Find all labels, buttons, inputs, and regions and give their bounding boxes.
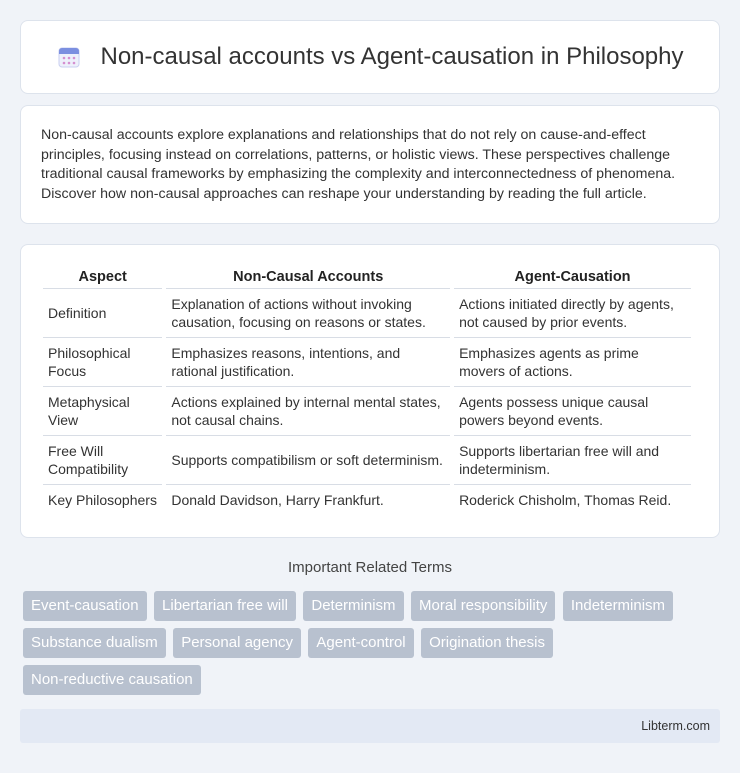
header-non-causal: Non-Causal Accounts: [166, 265, 450, 289]
intro-text: Non-causal accounts explore explanations and relationships that do not rely on cause-and-effect principles, focusing instead on correlations, patterns, or holistic views. These perspectives challenge traditional causal frameworks by emphasizing the complexity and interconnectedness of phenomena. Discover how non-causal approaches can reshape your understanding by reading the full article.: [41, 127, 676, 202]
footer: [20, 709, 720, 743]
tag-non-reductive-causation[interactable]: Non-reductive causation: [23, 665, 201, 695]
tag-substance-dualism[interactable]: Substance dualism: [23, 628, 166, 658]
row-non-causal: Emphasizes reasons, intentions, and rational justification.: [166, 338, 450, 387]
table-row: [43, 387, 691, 436]
tag-personal-agency[interactable]: Personal agency: [173, 628, 301, 658]
tag-libertarian-free-will[interactable]: Libertarian free will: [154, 591, 296, 621]
comparison-table: [39, 265, 695, 515]
tag-agent-control[interactable]: Agent-control: [308, 628, 413, 658]
row-agent-causation: Supports libertarian free will and indeterminism.: [454, 436, 691, 485]
tag-origination-thesis[interactable]: Origination thesis: [421, 628, 553, 658]
tag-determinism[interactable]: Determinism: [303, 591, 403, 621]
table-header-row: [43, 265, 691, 289]
row-non-causal: Actions explained by internal mental states, not causal chains.: [166, 387, 450, 436]
header-agent-causation: Agent-Causation: [454, 265, 691, 289]
tag-indeterminism[interactable]: Indeterminism: [563, 591, 673, 621]
header-aspect: Aspect: [43, 265, 162, 289]
row-agent-causation: Roderick Chisholm, Thomas Reid.: [459, 492, 672, 508]
table-row: [43, 436, 691, 485]
footer-site-link[interactable]: Libterm.com: [641, 719, 710, 733]
row-aspect: Definition: [43, 289, 162, 338]
table-row: [43, 289, 691, 338]
row-aspect: Metaphysical View: [43, 387, 162, 436]
related-terms-title: Important Related Terms: [288, 559, 452, 576]
row-non-causal: Explanation of actions without invoking causation, focusing on reasons or states.: [166, 289, 450, 338]
calendar-icon: [56, 44, 82, 70]
row-agent-causation: Agents possess unique causal powers beyond events.: [454, 387, 691, 436]
related-terms-tags: [23, 591, 723, 702]
row-non-causal: Donald Davidson, Harry Frankfurt.: [171, 492, 384, 508]
tag-event-causation[interactable]: Event-causation: [23, 591, 147, 621]
row-aspect: Philosophical Focus: [43, 338, 162, 387]
row-aspect: Free Will Compatibility: [43, 436, 162, 485]
title-wrap: [56, 43, 683, 71]
intro-card: [20, 105, 720, 224]
table-row: [43, 485, 691, 515]
tag-moral-responsibility[interactable]: Moral responsibility: [411, 591, 555, 621]
row-non-causal: Supports compatibilism or soft determinism.: [166, 436, 450, 485]
header-card: [20, 20, 720, 94]
row-agent-causation: Emphasizes agents as prime movers of actions.: [454, 338, 691, 387]
row-aspect: Key Philosophers: [48, 492, 157, 508]
comparison-table-card: [20, 244, 720, 538]
page-title: Non-causal accounts vs Agent-causation in Philosophy: [100, 43, 684, 70]
row-agent-causation: Actions initiated directly by agents, not caused by prior events.: [454, 289, 691, 338]
table-row: [43, 338, 691, 387]
